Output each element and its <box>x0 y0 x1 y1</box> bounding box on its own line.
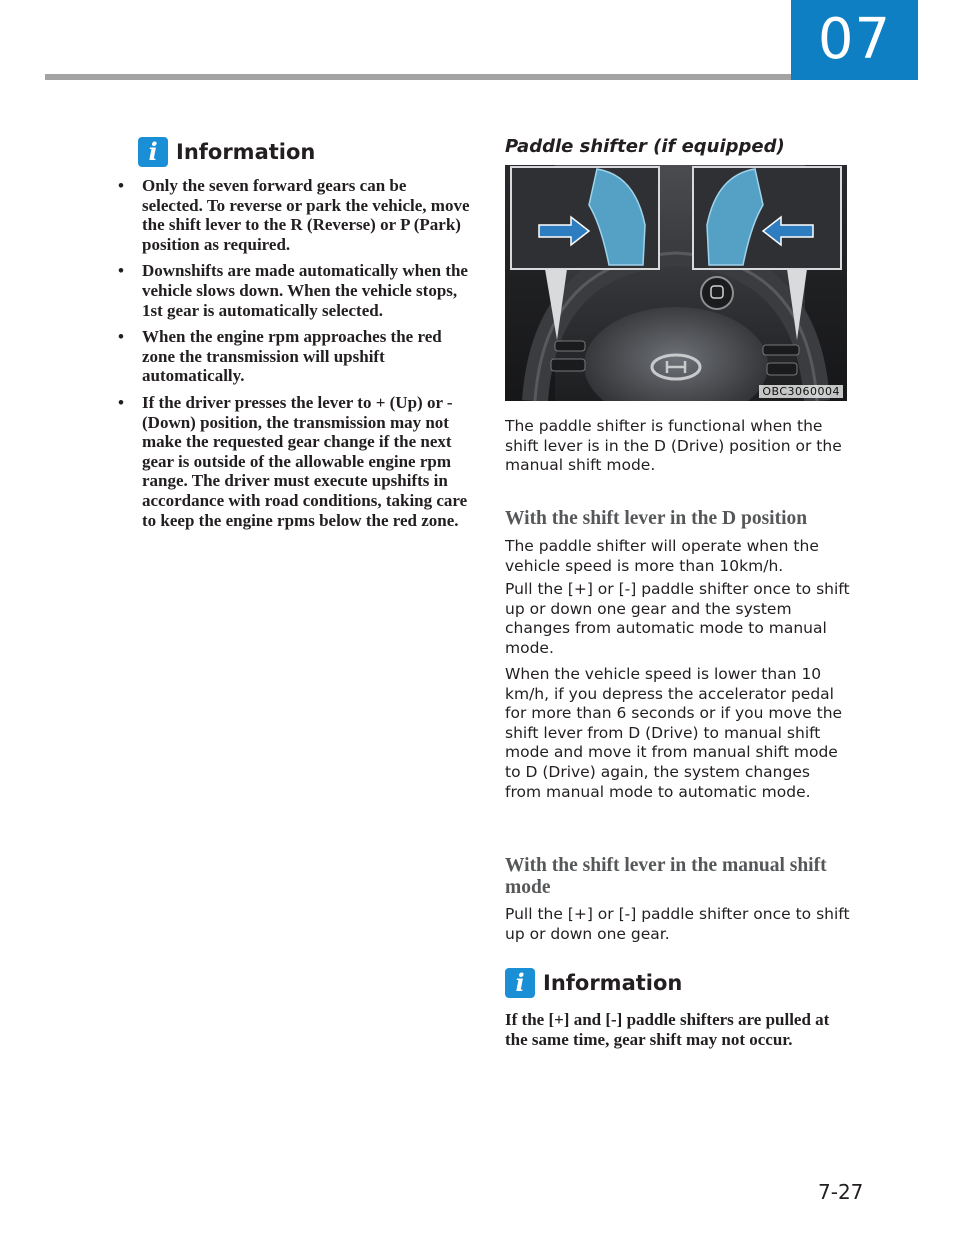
section-heading-d-position: With the shift lever in the D position <box>505 508 808 529</box>
image-code: OBC3060004 <box>759 385 843 398</box>
header-rule <box>45 74 791 80</box>
steering-wheel-illustration <box>505 165 847 401</box>
list-item: • If the driver presses the lever to + (Up) or - (Down) position, the transmission may not make the requested gear change if the next gear is outside of the allowable engine rpm range. The driver must execute upshifts in accordance with road conditions, taking care to keep the engine rpms below the red zone. <box>110 393 470 530</box>
paragraph: When the vehicle speed is lower than 10 km/h, if you depress the accelerator pedal for more than 6 seconds or if you move the shift lever from D (Drive) to manual shift mode and move it from manual shift mode to D (Drive) again, the system changes from manual mode to automatic mode. <box>505 665 843 801</box>
paragraph: Pull the [+] or [-] paddle shifter once to shift up or down one gear. <box>505 905 850 943</box>
paragraph: The paddle shifter will operate when the vehicle speed is more than 10km/h. <box>505 537 819 575</box>
chapter-tab: 07 <box>791 0 918 80</box>
info-icon: i <box>138 137 168 167</box>
info-header <box>138 137 315 167</box>
section-heading-manual-mode: With the shift lever in the manual shift mode <box>505 855 827 898</box>
list-item: • Downshifts are made automatically when the vehicle slows down. When the vehicle stops, 1st gear is automatically selected. <box>110 261 470 320</box>
list-item: • When the engine rpm approaches the red zone the transmission will upshift automatically. <box>110 327 470 386</box>
info-note: If the [+] and [-] paddle shifters are pulled at the same time, gear shift may not occur. <box>505 1010 830 1049</box>
paddle-shifter-photo <box>505 165 847 401</box>
intro-paragraph: The paddle shifter is functional when the shift lever is in the D (Drive) position or the manual shift mode. <box>505 417 842 475</box>
info-title: Information <box>176 140 316 164</box>
list-item: • Only the seven forward gears can be selected. To reverse or park the vehicle, move the shift lever to the R (Reverse) or P (Park) position as required. <box>110 176 470 254</box>
info-title: Information <box>543 971 683 995</box>
page-number: 7-27 <box>818 1180 864 1204</box>
subsection-title: Paddle shifter (if equipped) <box>505 136 785 157</box>
info-bullet-list <box>110 176 470 537</box>
info-header <box>505 968 682 998</box>
info-icon: i <box>505 968 535 998</box>
paragraph: Pull the [+] or [-] paddle shifter once to shift up or down one gear and the system changes from automatic mode to manual mode. <box>505 580 850 657</box>
